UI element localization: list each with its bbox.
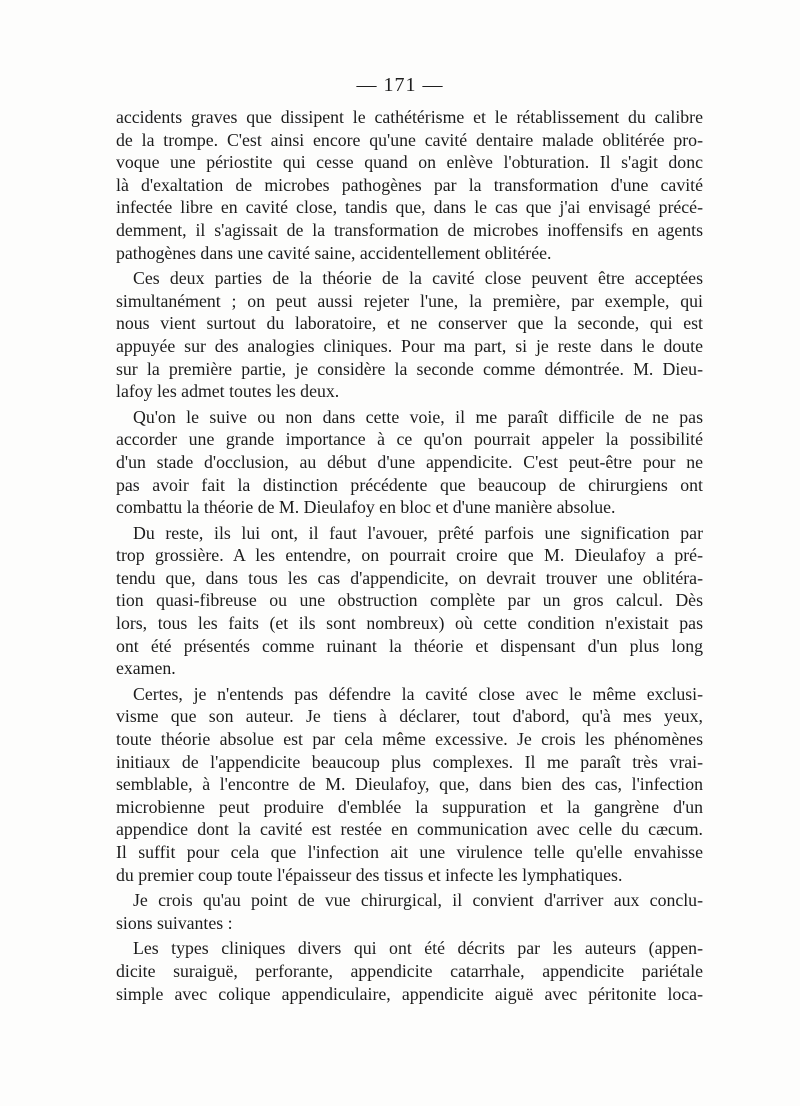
text-line: appuyée sur des analogies cliniques. Pour ma part, si je reste dans le doute [116, 335, 703, 356]
text-line: combattu la théorie de M. Dieulafoy en bloc et d'une manière absolue. [116, 497, 616, 518]
text-line: là d'exaltation de microbes pathogènes par la transformation d'une cavité [116, 174, 703, 195]
text-line: visme que son auteur. Je tiens à déclarer, tout d'abord, qu'à mes yeux, [116, 706, 703, 727]
text-line: demment, il s'agissait de la transformation de microbes inoffensifs en agents [116, 219, 703, 240]
text-line: lors, tous les faits (et ils sont nombreux) où cette condition n'existait pas [116, 613, 703, 634]
text-line: toute théorie absolue est par cela même excessive. Je crois les phénomènes [116, 729, 703, 750]
text-line: tendu que, dans tous les cas d'appendicite, on devrait trouver une oblitéra- [116, 567, 703, 588]
text-line: simultanément ; on peut aussi rejeter l'une, la première, par exemple, qui [116, 290, 703, 311]
text-line: initiaux de l'appendicite beaucoup plus complexes. Il me paraît très vrai- [116, 751, 703, 772]
text-line: microbienne peut produire d'emblée la suppuration et la gangrène d'un [116, 796, 703, 817]
page-number: — 171 — [356, 74, 444, 96]
paragraph [116, 106, 703, 264]
text-line: Qu'on le suive ou non dans cette voie, il me paraît difficile de ne pas [133, 406, 703, 427]
paragraph [116, 406, 703, 519]
paragraph [116, 937, 703, 1005]
paragraph [116, 889, 703, 934]
text-line: examen. [116, 658, 176, 679]
text-line: Certes, je n'entends pas défendre la cavité close avec le même exclusi- [133, 683, 703, 704]
text-line: d'un stade d'occlusion, au début d'une appendicite. C'est peut-être pour ne [116, 451, 703, 472]
text-line: Les types cliniques divers qui ont été décrits par les auteurs (appen- [133, 938, 703, 959]
text-line: dicite suraiguë, perforante, appendicite catarrhale, appendicite pariétale [116, 960, 703, 981]
text-line: Je crois qu'au point de vue chirurgical, il convient d'arriver aux conclu- [133, 890, 703, 911]
text-line: accidents graves que dissipent le cathétérisme et le rétablissement du calibre [116, 107, 703, 127]
text-line: semblable, à l'encontre de M. Dieulafoy, que, dans bien des cas, l'infection [116, 774, 703, 795]
text-line: de la trompe. C'est ainsi encore qu'une cavité dentaire malade oblitérée pro- [116, 129, 703, 150]
text-line: simple avec colique appendiculaire, appendicite aiguë avec péritonite loca- [116, 983, 703, 1004]
paragraph [116, 522, 703, 680]
text-line: du premier coup toute l'épaisseur des tissus et infecte les lymphatiques. [116, 864, 623, 885]
text-line: pathogènes dans une cavité saine, accidentellement oblitérée. [116, 242, 552, 263]
text-line: infectée libre en cavité close, tandis que, dans le cas que j'ai envisagé précé- [116, 197, 703, 218]
text-line: appendice dont la cavité est restée en communication avec celle du cæcum. [116, 819, 703, 840]
text-line: accorder une grande importance à ce qu'on pourrait appeler la possibilité [116, 429, 703, 450]
text-line: tion quasi-fibreuse ou une obstruction complète par un gros calcul. Dès [116, 590, 703, 611]
text-line: trop grossière. A les entendre, on pourrait croire que M. Dieulafoy a pré- [116, 545, 703, 566]
text-line: lafoy les admet toutes les deux. [116, 381, 340, 402]
paragraph [116, 267, 703, 403]
text-line: ont été présentés comme ruinant la théorie et dispensant d'un plus long [116, 635, 703, 656]
paragraph [116, 683, 703, 886]
text-line: pas avoir fait la distinction précédente que beaucoup de chirurgiens ont [116, 474, 703, 495]
text-line: nous vient surtout du laboratoire, et ne conserver que la seconde, qui est [116, 313, 703, 334]
text-line: Du reste, ils lui ont, il faut l'avouer, prêté parfois une signification par [133, 522, 703, 543]
text-line: Ces deux parties de la théorie de la cavité close peuvent être acceptées [133, 268, 703, 289]
body-text [116, 106, 703, 1005]
text-line: sur la première partie, je considère la seconde comme démontrée. M. Dieu- [116, 358, 703, 379]
text-line: Il suffit pour cela que l'infection ait une virulence telle qu'elle envahisse [116, 842, 703, 862]
text-line: voque une périostite qui cesse quand on enlève l'obturation. Il s'agit donc [116, 152, 703, 173]
text-line: sions suivantes : [116, 912, 233, 933]
